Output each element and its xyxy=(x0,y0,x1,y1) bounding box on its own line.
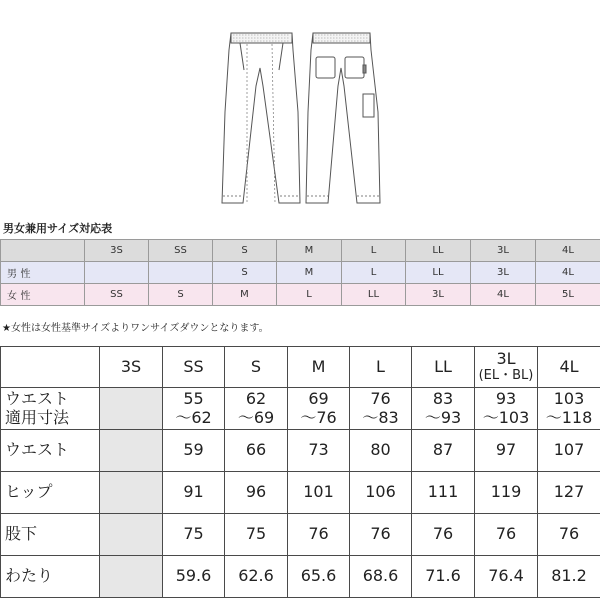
compat-female-cell: LL xyxy=(342,284,406,306)
size-header-cell: M xyxy=(288,347,350,388)
size-header-cell: SS xyxy=(163,347,225,388)
compat-male-cell: 3L xyxy=(471,262,536,284)
waist-range-cell: 76 ～83 xyxy=(350,388,412,430)
compat-header-cell: 4L xyxy=(536,240,600,262)
size-value-cell: 59 xyxy=(163,430,225,472)
size-value-cell xyxy=(100,430,163,472)
size-row-label: わたり xyxy=(1,556,100,598)
size-header-3l-sub: (EL・BL) xyxy=(478,367,534,383)
compat-header-cell: M xyxy=(277,240,342,262)
compat-header-cell: SS xyxy=(149,240,213,262)
compat-male-cell xyxy=(149,262,213,284)
compat-male-cell: L xyxy=(342,262,406,284)
compat-male-cell: 4L xyxy=(536,262,600,284)
size-header-cell: 4L xyxy=(538,347,600,388)
size-value-cell: 106 xyxy=(350,472,412,514)
waist-range-cell: 55 ～62 xyxy=(163,388,225,430)
size-value-cell: 65.6 xyxy=(288,556,350,598)
size-value-cell: 97 xyxy=(475,430,538,472)
size-measure-row xyxy=(1,556,600,598)
size-value-cell: 76 xyxy=(350,514,412,556)
compat-female-row xyxy=(1,284,600,306)
waist-range-cell: 62 ～69 xyxy=(225,388,288,430)
size-header-cell: S xyxy=(225,347,288,388)
compat-female-cell: 3L xyxy=(406,284,471,306)
size-row-label: ヒップ xyxy=(1,472,100,514)
compat-header-cell: 3L xyxy=(471,240,536,262)
size-value-cell: 101 xyxy=(288,472,350,514)
compat-female-cell: 4L xyxy=(471,284,536,306)
compat-male-cell: M xyxy=(277,262,342,284)
size-header-cell: 3L (EL・BL) xyxy=(475,347,538,388)
size-value-cell: 80 xyxy=(350,430,412,472)
compat-male-cell xyxy=(85,262,149,284)
size-measure-row xyxy=(1,430,600,472)
size-chart-table xyxy=(0,346,600,598)
size-value-cell: 76.4 xyxy=(475,556,538,598)
size-value-cell xyxy=(100,514,163,556)
size-compat-table xyxy=(0,239,600,306)
size-row-label: 股下 xyxy=(1,514,100,556)
size-value-cell: 76 xyxy=(412,514,475,556)
compat-header-cell: 3S xyxy=(85,240,149,262)
compat-header-row xyxy=(1,240,600,262)
size-value-cell: 119 xyxy=(475,472,538,514)
compat-header-cell xyxy=(1,240,85,262)
size-value-cell: 66 xyxy=(225,430,288,472)
compat-female-cell: S xyxy=(149,284,213,306)
compat-male-cell: LL xyxy=(406,262,471,284)
pants-illustration xyxy=(0,0,600,215)
compat-note: ★女性は女性基準サイズよりワンサイズダウンとなります。 xyxy=(2,323,269,334)
size-value-cell: 62.6 xyxy=(225,556,288,598)
size-measure-row xyxy=(1,472,600,514)
size-value-cell: 127 xyxy=(538,472,600,514)
compat-header-cell: L xyxy=(342,240,406,262)
size-value-cell: 111 xyxy=(412,472,475,514)
size-header-cell: 3S xyxy=(100,347,163,388)
size-value-cell: 81.2 xyxy=(538,556,600,598)
size-value-cell: 71.6 xyxy=(412,556,475,598)
waist-range-label: ウエスト 適用寸法 xyxy=(1,388,100,430)
size-value-cell: 91 xyxy=(163,472,225,514)
size-value-cell: 76 xyxy=(288,514,350,556)
waist-range-cell: 93 ～103 xyxy=(475,388,538,430)
size-header-row xyxy=(1,347,600,388)
compat-male-label: 男性 xyxy=(1,262,85,284)
compat-male-row xyxy=(1,262,600,284)
compat-header-cell: S xyxy=(213,240,277,262)
compat-header-cell: LL xyxy=(406,240,471,262)
size-value-cell: 75 xyxy=(163,514,225,556)
compat-female-cell: 5L xyxy=(536,284,600,306)
waist-range-cell: 103 ～118 xyxy=(538,388,600,430)
waist-range-cell: 69 ～76 xyxy=(288,388,350,430)
size-header-cell: LL xyxy=(412,347,475,388)
waist-range-row xyxy=(1,388,600,430)
size-value-cell: 107 xyxy=(538,430,600,472)
size-header-cell xyxy=(1,347,100,388)
size-value-cell: 76 xyxy=(475,514,538,556)
pants-back-view xyxy=(306,33,380,203)
compat-female-cell: M xyxy=(213,284,277,306)
size-value-cell: 75 xyxy=(225,514,288,556)
pants-front-view xyxy=(222,33,300,203)
size-value-cell: 73 xyxy=(288,430,350,472)
waist-range-cell: 83 ～93 xyxy=(412,388,475,430)
compat-female-cell: L xyxy=(277,284,342,306)
size-value-cell: 59.6 xyxy=(163,556,225,598)
size-value-cell: 68.6 xyxy=(350,556,412,598)
size-value-cell: 96 xyxy=(225,472,288,514)
compat-female-label: 女性 xyxy=(1,284,85,306)
size-value-cell xyxy=(100,556,163,598)
compat-table-title: 男女兼用サイズ対応表 xyxy=(3,222,113,235)
compat-female-cell: SS xyxy=(85,284,149,306)
compat-male-cell: S xyxy=(213,262,277,284)
waist-range-cell xyxy=(100,388,163,430)
size-value-cell: 87 xyxy=(412,430,475,472)
size-value-cell xyxy=(100,472,163,514)
size-measure-row xyxy=(1,514,600,556)
size-header-cell: L xyxy=(350,347,412,388)
size-row-label: ウエスト xyxy=(1,430,100,472)
size-value-cell: 76 xyxy=(538,514,600,556)
